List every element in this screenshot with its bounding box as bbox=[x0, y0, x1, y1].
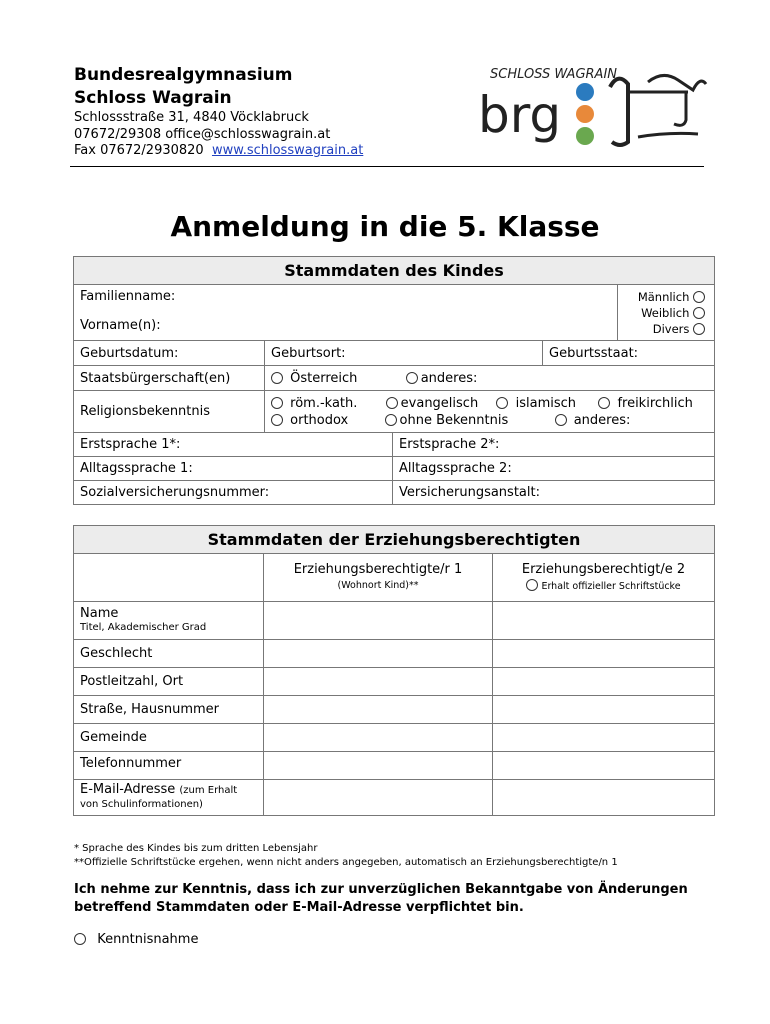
alltagssprache2-field[interactable]: Alltagssprache 2: bbox=[393, 457, 715, 481]
guardian1-subtitle: (Wohnort Kind)** bbox=[337, 579, 419, 591]
radio-oesterreich[interactable] bbox=[271, 372, 283, 384]
orthodox-label: orthodox bbox=[290, 412, 349, 428]
radio-weiblich[interactable] bbox=[693, 307, 705, 319]
logo-roof-top bbox=[648, 75, 706, 90]
option-islamisch[interactable] bbox=[496, 396, 576, 411]
logo-green-dot bbox=[576, 127, 594, 145]
guardian1-telefon-input[interactable] bbox=[264, 752, 493, 780]
guardian1-plz-input[interactable] bbox=[264, 668, 493, 696]
radio-ohne-bekenntnis[interactable] bbox=[385, 414, 397, 426]
radio-orthodox[interactable] bbox=[271, 414, 283, 426]
email-row-label bbox=[74, 780, 264, 816]
guardian2-name-input[interactable] bbox=[493, 602, 715, 640]
name-sublabel: Titel, Akademischer Grad bbox=[80, 621, 207, 633]
logo-letters: brg bbox=[478, 86, 562, 144]
telefon-label: Telefonnummer bbox=[74, 752, 264, 780]
header-divider bbox=[70, 166, 704, 167]
geburtsdatum-field[interactable]: Geburtsdatum: bbox=[74, 341, 265, 366]
school-name-line1: Bundesrealgymnasium bbox=[74, 65, 293, 85]
guardian2-gemeinde-input[interactable] bbox=[493, 724, 715, 752]
logo-blue-dot bbox=[576, 83, 594, 101]
staatsbuergerschaft-options bbox=[265, 366, 715, 391]
radio-freikirchlich[interactable] bbox=[598, 397, 610, 409]
school-logo bbox=[478, 62, 708, 157]
gender-cell bbox=[618, 285, 715, 341]
guardian1-gemeinde-input[interactable] bbox=[264, 724, 493, 752]
guardian1-geschlecht-input[interactable] bbox=[264, 640, 493, 668]
freikirchlich-label: freikirchlich bbox=[617, 395, 693, 411]
radio-official-docs[interactable] bbox=[526, 579, 538, 591]
gender-label-maennlich: Männlich bbox=[637, 289, 690, 304]
geburtsstaat-field[interactable]: Geburtsstaat: bbox=[543, 341, 715, 366]
staatsbuergerschaft-label: Staatsbürgerschaft(en) bbox=[74, 366, 265, 391]
vorname-label: Vorname(n): bbox=[80, 318, 161, 333]
option-romkath[interactable] bbox=[271, 396, 357, 411]
logo-script-text: SCHLOSS WAGRAIN bbox=[490, 67, 618, 82]
radio-romkath[interactable] bbox=[271, 397, 283, 409]
address-line: Schlossstraße 31, 4840 Vöcklabruck bbox=[74, 110, 309, 125]
ohne-bekenntnis-label: ohne Bekenntnis bbox=[399, 412, 509, 428]
anderes-religion-label: anderes: bbox=[573, 412, 631, 428]
versicherungsanstalt-field[interactable]: Versicherungsanstalt: bbox=[393, 481, 715, 505]
logo-base bbox=[638, 133, 698, 137]
svnr-field[interactable]: Sozialversicherungsnummer: bbox=[74, 481, 393, 505]
radio-anderes-religion[interactable] bbox=[555, 414, 567, 426]
romkath-label: röm.-kath. bbox=[290, 395, 358, 411]
website-link[interactable]: www.schlosswagrain.at bbox=[211, 143, 364, 158]
option-anderes-staat[interactable] bbox=[406, 371, 478, 386]
logo-roof bbox=[628, 92, 688, 125]
erstsprache2-field[interactable]: Erstsprache 2*: bbox=[393, 433, 715, 457]
gender-option-maennlich[interactable] bbox=[624, 289, 708, 305]
guardian2-header bbox=[493, 554, 715, 602]
plz-label: Postleitzahl, Ort bbox=[74, 668, 264, 696]
guardians-table bbox=[73, 525, 715, 816]
evangelisch-label: evangelisch bbox=[400, 395, 479, 411]
email-sublabel-2: von Schulinformationen) bbox=[80, 799, 203, 810]
guardian1-title: Erziehungsberechtigte/r 1 bbox=[293, 561, 463, 577]
radio-evangelisch[interactable] bbox=[386, 397, 398, 409]
radio-maennlich[interactable] bbox=[693, 291, 705, 303]
school-name-line2: Schloss Wagrain bbox=[74, 88, 232, 108]
school-address-block bbox=[74, 110, 363, 160]
guardians-heading: Stammdaten der Erziehungsberechtigten bbox=[74, 526, 715, 554]
logo-tower-left bbox=[610, 79, 628, 145]
oesterreich-label: Österreich bbox=[290, 370, 358, 386]
child-name-cell[interactable] bbox=[74, 285, 618, 341]
notice-text: Ich nehme zur Kenntnis, dass ich zur unverzüglichen Bekanntgabe von Änderungen betreffend Stammdaten oder E-Mail-Adresse verpflichtet bin. bbox=[74, 882, 688, 915]
guardian2-email-input[interactable] bbox=[493, 780, 715, 816]
gender-label-weiblich: Weiblich bbox=[641, 305, 690, 320]
school-name bbox=[74, 64, 293, 110]
option-anderes-religion[interactable] bbox=[555, 413, 631, 428]
footnote-1: * Sprache des Kindes bis zum dritten Lebensjahr bbox=[74, 843, 318, 854]
official-docs-label: Erhalt offizieller Schriftstücke bbox=[541, 580, 681, 592]
kenntnisnahme-label: Kenntnisnahme bbox=[97, 932, 199, 947]
alltagssprache1-field[interactable]: Alltagssprache 1: bbox=[74, 457, 393, 481]
radio-divers[interactable] bbox=[693, 323, 705, 335]
fax-text: Fax 07672/2930820 bbox=[74, 143, 204, 158]
gender-option-divers[interactable] bbox=[624, 321, 708, 337]
gemeinde-label: Gemeinde bbox=[74, 724, 264, 752]
logo-orange-dot bbox=[576, 105, 594, 123]
anderes-staat-label: anderes: bbox=[420, 370, 478, 386]
name-label: Name bbox=[80, 605, 119, 621]
option-oesterreich[interactable] bbox=[271, 371, 357, 386]
kenntnisnahme-option[interactable] bbox=[74, 932, 198, 947]
guardian2-strasse-input[interactable] bbox=[493, 696, 715, 724]
guardian1-header bbox=[264, 554, 493, 602]
geburtsort-field[interactable]: Geburtsort: bbox=[265, 341, 543, 366]
option-ohne-bekenntnis[interactable] bbox=[385, 413, 509, 428]
radio-islamisch[interactable] bbox=[496, 397, 508, 409]
phone-email-line: 07672/29308 office@schlosswagrain.at bbox=[74, 126, 331, 142]
gender-option-weiblich[interactable] bbox=[624, 305, 708, 321]
child-data-heading: Stammdaten des Kindes bbox=[74, 257, 715, 285]
radio-kenntnisnahme[interactable] bbox=[74, 933, 86, 945]
email-label: E-Mail-Adresse bbox=[80, 782, 176, 797]
option-evangelisch[interactable] bbox=[386, 396, 479, 411]
option-orthodox[interactable] bbox=[271, 413, 348, 428]
guardian2-title: Erziehungsberechtigt/e 2 bbox=[521, 561, 686, 577]
familienname-label: Familienname: bbox=[80, 289, 176, 304]
strasse-label: Straße, Hausnummer bbox=[74, 696, 264, 724]
guardian2-telefon-input[interactable] bbox=[493, 752, 715, 780]
guardian2-geschlecht-input[interactable] bbox=[493, 640, 715, 668]
religion-label: Religionsbekenntnis bbox=[74, 391, 265, 433]
erstsprache1-field[interactable]: Erstsprache 1*: bbox=[74, 433, 393, 457]
footnote-2: **Offizielle Schriftstücke ergehen, wenn nicht anders angegeben, automatisch an Erziehungsberechtigte/n 1 bbox=[74, 857, 618, 868]
radio-anderes-staat[interactable] bbox=[406, 372, 418, 384]
geschlecht-label: Geschlecht bbox=[74, 640, 264, 668]
guardian1-strasse-input[interactable] bbox=[264, 696, 493, 724]
option-freikirchlich[interactable] bbox=[598, 396, 693, 411]
guardians-header-empty bbox=[74, 554, 264, 602]
gender-label-divers: Divers bbox=[652, 321, 690, 336]
guardian2-official-docs[interactable] bbox=[499, 578, 708, 595]
email-sublabel-1: (zum Erhalt bbox=[179, 785, 238, 796]
child-data-table bbox=[73, 256, 715, 505]
page-title: Anmeldung in die 5. Klasse bbox=[170, 210, 600, 243]
guardian1-name-input[interactable] bbox=[264, 602, 493, 640]
guardian2-plz-input[interactable] bbox=[493, 668, 715, 696]
islamisch-label: islamisch bbox=[515, 395, 577, 411]
fax-line bbox=[74, 143, 363, 160]
name-row-label bbox=[74, 602, 264, 640]
guardian1-email-input[interactable] bbox=[264, 780, 493, 816]
religion-options bbox=[265, 391, 715, 433]
